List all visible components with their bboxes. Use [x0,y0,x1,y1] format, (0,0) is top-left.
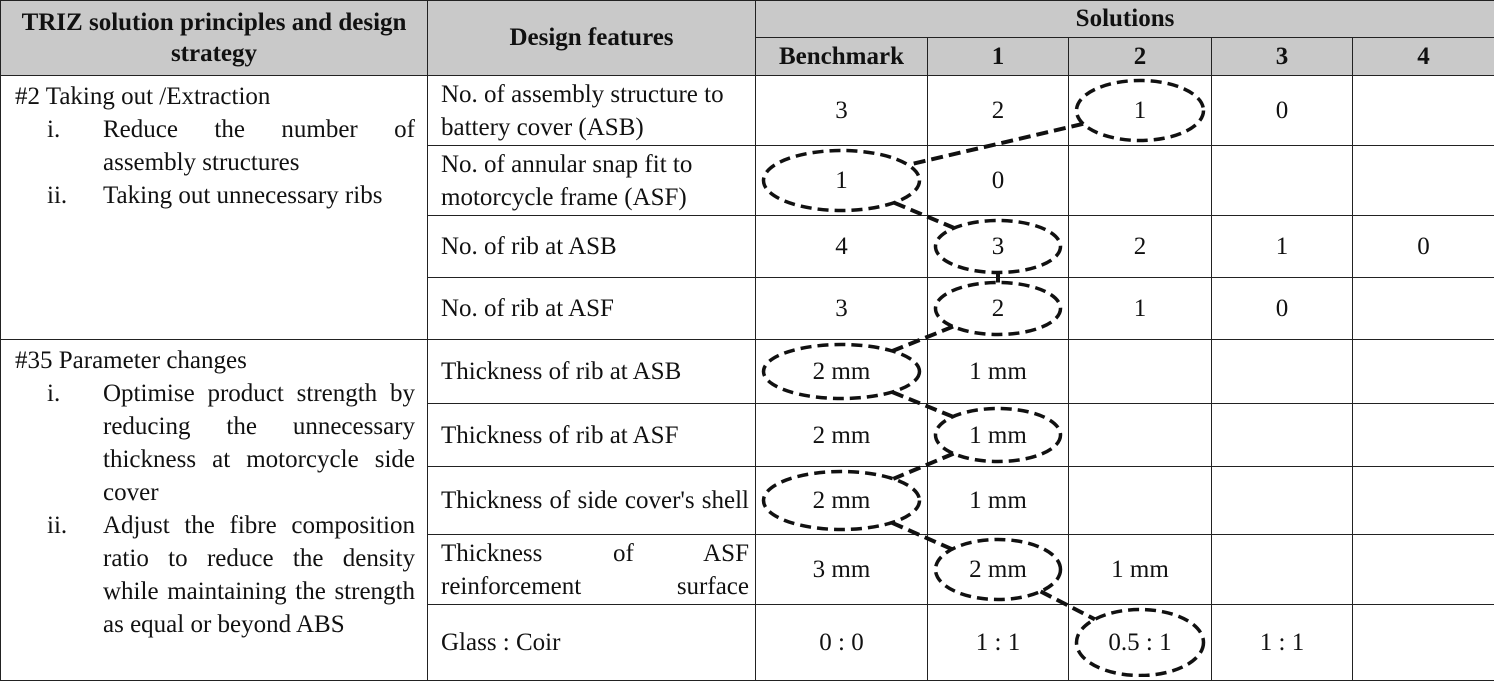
value-cell: 3 mm [756,535,928,605]
feature-cell: No. of annular snap fit to motorcycle frame (ASF) [428,146,756,216]
item-text: Taking out unnecessary ribs [103,179,415,212]
feature-cell: No. of assembly structure to battery cover (ASB) [428,76,756,146]
value-cell: 3 [928,216,1069,278]
item-text: Optimise product strength by reducing the unnecessary thickness at motorcycle side cover [103,377,415,509]
value-cell: 3 [756,278,928,340]
value-cell: 1 [756,146,928,216]
feature-cell: Thickness of rib at ASB [428,340,756,404]
principle-heading: #2 Taking out /Extraction [15,80,415,113]
item-number: ii. [15,509,103,641]
value-cell [1212,404,1353,467]
principle-group-parameter-changes [1,340,428,681]
header-col-benchmark: Benchmark [756,38,928,76]
value-cell [1353,535,1494,605]
value-cell: 1 : 1 [1212,605,1353,681]
strategy-list [15,377,415,641]
table-header [1,1,1494,76]
value-cell: 0 [1212,278,1353,340]
value-cell: 0 [928,146,1069,216]
item-text: Adjust the fibre composition ratio to reduce the density while maintaining the strength as equal or beyond ABS [103,509,415,641]
value-cell: 1 mm [928,467,1069,535]
value-cell: 2 mm [928,535,1069,605]
value-cell: 1 mm [928,340,1069,404]
value-cell: 2 mm [756,467,928,535]
value-cell: 1 mm [928,404,1069,467]
list-item [15,179,415,212]
value-cell: 1 [1069,76,1212,146]
header-solutions: Solutions [756,1,1494,38]
item-text: Reduce the number of assembly structures [103,113,415,179]
value-cell [1353,146,1494,216]
value-cell [1353,76,1494,146]
value-cell [1212,467,1353,535]
feature-cell: Thickness of ASF reinforcement surface [428,535,756,605]
header-design-features: Design features [428,1,756,76]
value-cell: 0 : 0 [756,605,928,681]
value-cell: 1 [1069,278,1212,340]
feature-cell: No. of rib at ASB [428,216,756,278]
item-number: ii. [15,179,103,212]
list-item [15,113,415,179]
value-cell: 3 [756,76,928,146]
value-cell [1069,404,1212,467]
value-cell: 2 [1069,216,1212,278]
value-cell: 0.5 : 1 [1069,605,1212,681]
principle-heading: #35 Parameter changes [15,344,415,377]
value-cell: 1 : 1 [928,605,1069,681]
header-col-2: 2 [1069,38,1212,76]
value-cell [1353,404,1494,467]
header-col-4: 4 [1353,38,1494,76]
header-col-3: 3 [1212,38,1353,76]
header-col-1: 1 [928,38,1069,76]
value-cell [1353,340,1494,404]
value-cell: 2 mm [756,404,928,467]
feature-cell: Thickness of side cover's shell [428,467,756,535]
value-cell [1212,340,1353,404]
feature-cell: Thickness of rib at ASF [428,404,756,467]
feature-cell: No. of rib at ASF [428,278,756,340]
value-cell [1353,605,1494,681]
table-row [1,340,1494,404]
value-cell: 2 mm [756,340,928,404]
value-cell: 2 [928,278,1069,340]
value-cell [1212,535,1353,605]
item-number: i. [15,113,103,179]
feature-cell: Glass : Coir [428,605,756,681]
list-item [15,509,415,641]
value-cell [1353,278,1494,340]
header-principles: TRIZ solution principles and design strategy [1,1,428,76]
value-cell: 1 mm [1069,535,1212,605]
item-number: i. [15,377,103,509]
value-cell [1353,467,1494,535]
value-cell: 1 [1212,216,1353,278]
value-cell [1069,146,1212,216]
value-cell: 2 [928,76,1069,146]
value-cell [1069,467,1212,535]
value-cell [1069,340,1212,404]
value-cell [1212,146,1353,216]
value-cell: 0 [1212,76,1353,146]
value-cell: 4 [756,216,928,278]
table-body [1,76,1494,681]
table-row [1,76,1494,146]
strategy-list [15,113,415,212]
principle-group-extraction [1,76,428,340]
value-cell: 0 [1353,216,1494,278]
list-item [15,377,415,509]
